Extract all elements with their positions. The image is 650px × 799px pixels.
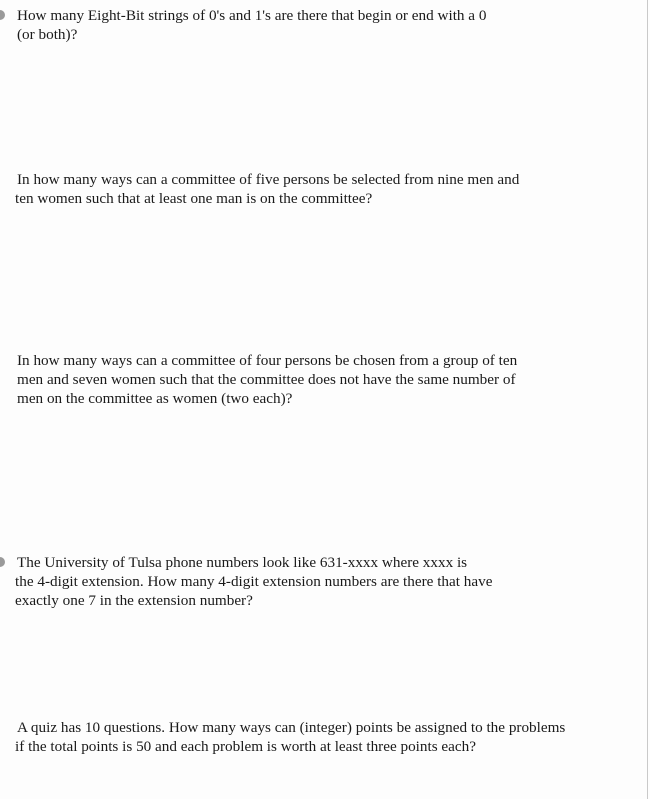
problem-2-line-2: ten women such that at least one man is on the committee? xyxy=(15,190,373,207)
problem-3-line-1: In how many ways can a committee of four persons be chosen from a group of ten xyxy=(17,352,518,369)
page-edge-line xyxy=(647,0,648,799)
problem-5-line-1: A quiz has 10 questions. How many ways can (integer) points be assigned to the problems xyxy=(17,719,566,736)
problem-1-line-2: (or both)? xyxy=(17,26,78,43)
problem-2 xyxy=(15,170,519,208)
problem-3 xyxy=(17,351,517,408)
problem-4 xyxy=(15,553,492,610)
problem-2-line-1: In how many ways can a committee of five persons be selected from nine men and xyxy=(17,171,520,188)
problem-4-line-3: exactly one 7 in the extension number? xyxy=(15,592,253,609)
problem-5 xyxy=(15,718,565,756)
problem-3-line-2: men and seven women such that the committee does not have the same number of xyxy=(17,371,516,388)
problem-4-line-2: the 4-digit extension. How many 4-digit extension numbers are there that have xyxy=(15,573,493,590)
problem-1 xyxy=(17,6,486,44)
problem-5-line-2: if the total points is 50 and each problem is worth at least three points each? xyxy=(15,738,476,755)
margin-mark xyxy=(0,10,5,20)
problem-4-line-1: The University of Tulsa phone numbers look like 631-xxxx where xxxx is xyxy=(17,554,468,571)
problem-3-line-3: men on the committee as women (two each)? xyxy=(17,390,293,407)
problem-1-line-1: How many Eight-Bit strings of 0's and 1's are there that begin or end with a 0 xyxy=(17,7,487,24)
margin-mark xyxy=(0,557,5,567)
